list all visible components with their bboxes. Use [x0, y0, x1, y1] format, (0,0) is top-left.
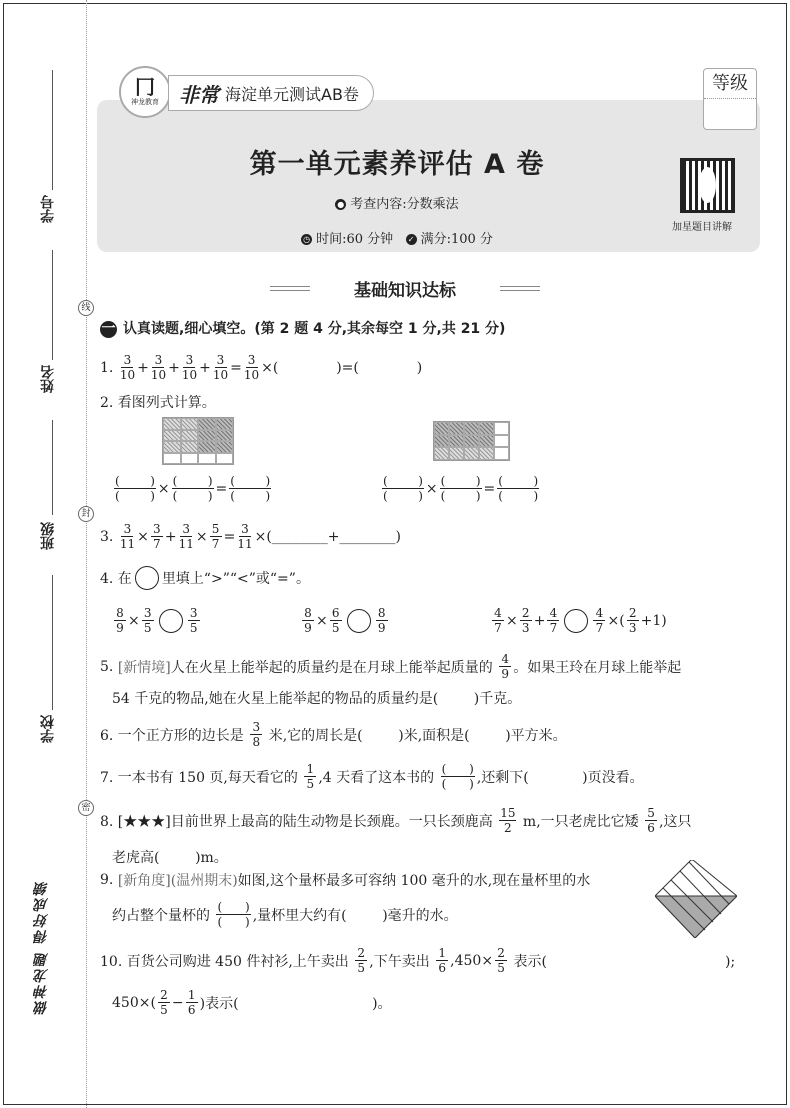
fraction: [497, 474, 539, 503]
denominator: 9: [116, 621, 124, 635]
question-text: +: [199, 359, 211, 376]
question-text: +: [168, 359, 180, 376]
denominator: 7: [549, 621, 558, 635]
fraction: [436, 946, 448, 975]
denominator: 11: [119, 537, 136, 551]
time-label: 时间:60 分钟: [316, 232, 394, 247]
numerator: 5: [210, 522, 222, 537]
fraction: [182, 353, 197, 382]
numerator: 3: [246, 353, 258, 368]
numerator: 4: [593, 606, 605, 621]
fraction: [114, 474, 156, 503]
numerator: 4: [499, 652, 511, 667]
denominator: 10: [119, 368, 136, 382]
brand-banner: [168, 75, 374, 111]
denominator: 11: [237, 537, 253, 551]
denominator: ( ): [383, 489, 423, 503]
denominator: 8: [252, 735, 261, 749]
question-text: ×(________+________): [254, 528, 401, 545]
student-number-field[interactable]: [52, 70, 53, 190]
question-10: [100, 946, 735, 975]
fraction: [179, 522, 194, 551]
denominator: 7: [153, 537, 161, 551]
seal-seal-mark: 封: [78, 506, 94, 522]
question-text: 450×(: [112, 994, 156, 1011]
fraction: [114, 606, 126, 635]
question-text: ×: [157, 480, 170, 497]
question-text: ×: [506, 612, 518, 629]
numerator: 2: [158, 988, 170, 1003]
question-text: −: [171, 994, 184, 1011]
numerator: 3: [142, 606, 154, 621]
question-text: 米,它的周长是( )米,面积是( )平方米。: [264, 727, 567, 744]
fraction: [151, 353, 166, 382]
fraction: [250, 720, 262, 749]
question-9-cont: [112, 900, 458, 929]
slogan: 做神龙题 得好成绩: [34, 880, 50, 1015]
numerator: 4: [547, 606, 559, 621]
denominator: 5: [160, 1003, 168, 1017]
numerator: 3: [183, 353, 195, 368]
fraction: [151, 522, 163, 551]
fraction: [645, 806, 657, 835]
question-4-compare-c[interactable]: [490, 606, 667, 635]
question-4-compare-b[interactable]: [300, 606, 390, 635]
numerator: 2: [355, 946, 367, 961]
fraction: [120, 353, 135, 382]
denominator: 5: [331, 621, 340, 635]
question-text: +: [164, 528, 177, 545]
denominator: 7: [595, 621, 604, 635]
denominator: 10: [243, 368, 260, 382]
numerator: 1: [436, 946, 448, 961]
fraction: [499, 652, 511, 681]
grid-figure-right: [433, 421, 510, 461]
question-text: 人在火星上能举起的质量约是在月球上能举起质量的: [170, 659, 498, 676]
numerator: ( ): [217, 900, 250, 914]
fraction: [216, 900, 250, 929]
part-number: 一: [101, 321, 116, 337]
compare-circle[interactable]: [135, 566, 159, 590]
denominator: 5: [189, 621, 198, 635]
section-title: 基础知识达标: [290, 276, 520, 301]
question-2-answer-right[interactable]: [380, 474, 541, 503]
fraction: [355, 946, 367, 975]
denominator: 10: [150, 368, 167, 382]
numerator: 8: [114, 606, 126, 621]
fraction: [376, 606, 388, 635]
denominator: 5: [497, 961, 505, 975]
numerator: ( ): [441, 762, 474, 776]
question-text: ,下午卖出: [369, 953, 435, 970]
question-10-cont: [112, 988, 392, 1017]
denominator: 3: [628, 621, 637, 635]
question-text: 表示( );: [509, 953, 736, 970]
question-text: m,一只老虎比它矮: [518, 813, 644, 830]
fraction: [627, 606, 639, 635]
question-8-cont: [112, 847, 228, 867]
question-tag: [新情境]: [117, 659, 171, 676]
denominator: 6: [187, 1003, 196, 1017]
denominator: 9: [377, 621, 386, 635]
numerator: 3: [180, 522, 192, 537]
numerator: 3: [151, 522, 163, 537]
question-text: ×(: [607, 612, 625, 629]
question-text: ×: [128, 612, 140, 629]
denominator: ( ): [217, 915, 250, 929]
seal-line-mark: 线: [78, 300, 94, 316]
numerator: ( ): [498, 474, 539, 488]
question-text: 2. 看图列式计算。: [100, 395, 216, 411]
grid-figure-left: [162, 417, 234, 465]
question-text: =: [215, 480, 228, 497]
denominator: 6: [647, 821, 655, 835]
numerator: ( ): [115, 474, 155, 488]
denominator: 5: [306, 777, 315, 791]
question-text: 8. [★★★]目前世界上最高的陆生动物是长颈鹿。一只长颈鹿高: [100, 813, 498, 830]
fraction: [499, 806, 516, 835]
school-field[interactable]: [52, 575, 53, 710]
numerator: 3: [250, 720, 262, 735]
brand-script: 非常: [179, 82, 219, 107]
compare-circle[interactable]: [564, 609, 588, 633]
fraction: [186, 988, 198, 1017]
question-text: 。如果王玲在月球上能举起: [513, 659, 682, 676]
denominator: 9: [304, 621, 312, 635]
question-text: +: [137, 359, 149, 376]
fraction: [495, 946, 507, 975]
numerator: 2: [627, 606, 639, 621]
question-text: 老虎高( )m。: [112, 850, 228, 866]
denominator: ( ): [498, 489, 539, 503]
numerator: 8: [302, 606, 314, 621]
binding-dotted-line: [86, 0, 87, 1108]
question-text: 54 千克的物品,她在火星上能举起的物品的质量约是( )千克。: [112, 691, 522, 707]
compare-circle[interactable]: [159, 609, 183, 633]
school-label: 学校: [40, 715, 56, 743]
question-9: [100, 870, 590, 890]
numerator: ( ): [230, 474, 271, 488]
denominator: 5: [143, 621, 152, 635]
question-text: +: [533, 612, 546, 629]
fraction: [213, 353, 228, 382]
fraction: [229, 474, 271, 503]
numerator: 2: [520, 606, 532, 621]
question-4: [100, 566, 310, 590]
question-3: [100, 522, 401, 551]
question-text: +1): [640, 612, 667, 629]
question-4-compare-a[interactable]: [112, 606, 202, 635]
fraction: [520, 606, 532, 635]
name-field[interactable]: [52, 250, 53, 360]
numerator: ( ): [172, 474, 213, 488]
fraction: [440, 474, 482, 503]
fraction: [441, 762, 475, 791]
fraction: [188, 606, 200, 635]
denominator: 5: [357, 961, 366, 975]
logo: [119, 66, 171, 118]
fraction: [120, 522, 135, 551]
question-text: 6. 一个正方形的边长是: [100, 727, 249, 744]
page-title: 第一单元素养评估 A 卷: [249, 149, 545, 180]
denominator: ( ): [230, 489, 271, 503]
part-title: 认真读题,细心填空。(第 2 题 4 分,其余每空 1 分,共 21 分): [123, 321, 506, 337]
fraction: [210, 522, 222, 551]
numerator: 1: [186, 988, 198, 1003]
compare-circle[interactable]: [347, 609, 371, 633]
numerator: 1: [304, 762, 316, 777]
seal-secret-mark: 密: [78, 800, 94, 816]
question-text: ,4 天看了这本书的: [318, 769, 439, 786]
question-text: 里填上“>”“<”或“=”。: [161, 571, 310, 587]
numerator: ( ): [383, 474, 423, 488]
denominator: 7: [494, 621, 502, 635]
numerator: ( ): [440, 474, 481, 488]
question-text: =: [230, 359, 242, 376]
question-text: 4. 在: [100, 571, 132, 587]
numerator: 6: [330, 606, 342, 621]
numerator: 3: [152, 353, 164, 368]
question-2-answer-left[interactable]: [112, 474, 273, 503]
score-label: 满分:100 分: [420, 232, 493, 247]
gate-icon: 冂: [135, 75, 155, 99]
measuring-cup-figure: [655, 860, 737, 938]
check-icon: ✓: [406, 234, 417, 245]
denominator: 6: [438, 961, 446, 975]
denominator: 2: [504, 821, 512, 835]
student-number-label: 学号: [40, 195, 56, 223]
denominator: ( ): [441, 777, 474, 791]
denominator: ( ): [115, 489, 155, 503]
fraction: [593, 606, 605, 635]
fraction: [142, 606, 154, 635]
question-5-cont: [112, 688, 521, 708]
denominator: ( ): [440, 489, 481, 503]
denominator: ( ): [172, 489, 213, 503]
question-7: [100, 762, 644, 791]
meta-line: [97, 228, 697, 247]
fraction: [382, 474, 424, 503]
class-label: 班级: [40, 522, 56, 550]
question-tag: [新角度](温州期末): [117, 873, 238, 889]
clock-icon: ◷: [301, 234, 312, 245]
question-text: 5.: [100, 658, 118, 675]
question-text: =: [483, 480, 496, 497]
numerator: 3: [121, 353, 133, 368]
fraction: [492, 606, 504, 635]
question-text: ,量杯里大约有( )毫升的水。: [252, 907, 458, 924]
question-text: )表示( )。: [199, 995, 392, 1012]
numerator: 3: [188, 606, 200, 621]
question-8: [100, 806, 692, 835]
question-text: =: [223, 528, 236, 545]
question-text: 3.: [100, 528, 118, 545]
fraction: [237, 522, 252, 551]
fraction: [158, 988, 170, 1017]
content-line: [97, 193, 697, 212]
denominator: 10: [181, 368, 198, 382]
question-text: ,这只: [659, 813, 692, 830]
question-5: [100, 652, 681, 681]
grade-box: [703, 68, 757, 130]
question-text: ×: [195, 528, 208, 545]
denominator: 3: [521, 621, 530, 635]
question-text: 9.: [100, 872, 118, 888]
search-icon: ●: [335, 199, 346, 210]
question-6: [100, 720, 567, 749]
numerator: 8: [376, 606, 388, 621]
fraction: [330, 606, 342, 635]
question-1: [100, 353, 422, 382]
denominator: 10: [212, 368, 229, 382]
question-text: 约占整个量杯的: [112, 907, 215, 924]
class-field[interactable]: [52, 420, 53, 515]
grade-label: 等级: [704, 69, 756, 99]
name-label: 姓名: [40, 365, 56, 393]
fraction: [302, 606, 314, 635]
fraction: [172, 474, 214, 503]
numerator: 2: [495, 946, 507, 961]
content-label: 考查内容:分数乘法: [350, 197, 459, 212]
question-text: ×: [316, 612, 328, 629]
denominator: 7: [211, 537, 220, 551]
question-text: ,450×: [450, 952, 494, 969]
question-text: ,还剩下( )页没看。: [476, 769, 644, 786]
brand-name: 海淀单元测试AB卷: [225, 84, 359, 104]
numerator: 5: [645, 806, 657, 821]
question-text: 7. 一本书有 150 页,每天看它的: [100, 769, 303, 786]
numerator: 15: [500, 806, 516, 820]
numerator: 3: [121, 522, 133, 537]
denominator: 9: [501, 667, 510, 681]
question-text: 10. 百货公司购进 450 件衬衫,上午卖出: [100, 953, 354, 970]
qr-caption: 加星题目讲解: [672, 222, 732, 233]
part-one-heading: [100, 318, 505, 338]
logo-text: 神龙教育: [131, 98, 159, 106]
numerator: 3: [239, 522, 251, 537]
numerator: 4: [492, 606, 504, 621]
fraction: [244, 353, 259, 382]
qr-code[interactable]: [680, 158, 735, 213]
question-text: 如图,这个量杯最多可容纳 100 毫升的水,现在量杯里的水: [237, 873, 591, 889]
question-2: [100, 392, 216, 412]
denominator: 11: [178, 537, 194, 551]
question-text: ×: [137, 528, 149, 545]
fraction: [547, 606, 559, 635]
question-text: 1.: [100, 359, 118, 376]
question-text: ×( )=( ): [261, 359, 423, 376]
fraction: [304, 762, 316, 791]
question-text: ×: [425, 480, 438, 497]
numerator: 3: [215, 353, 227, 368]
